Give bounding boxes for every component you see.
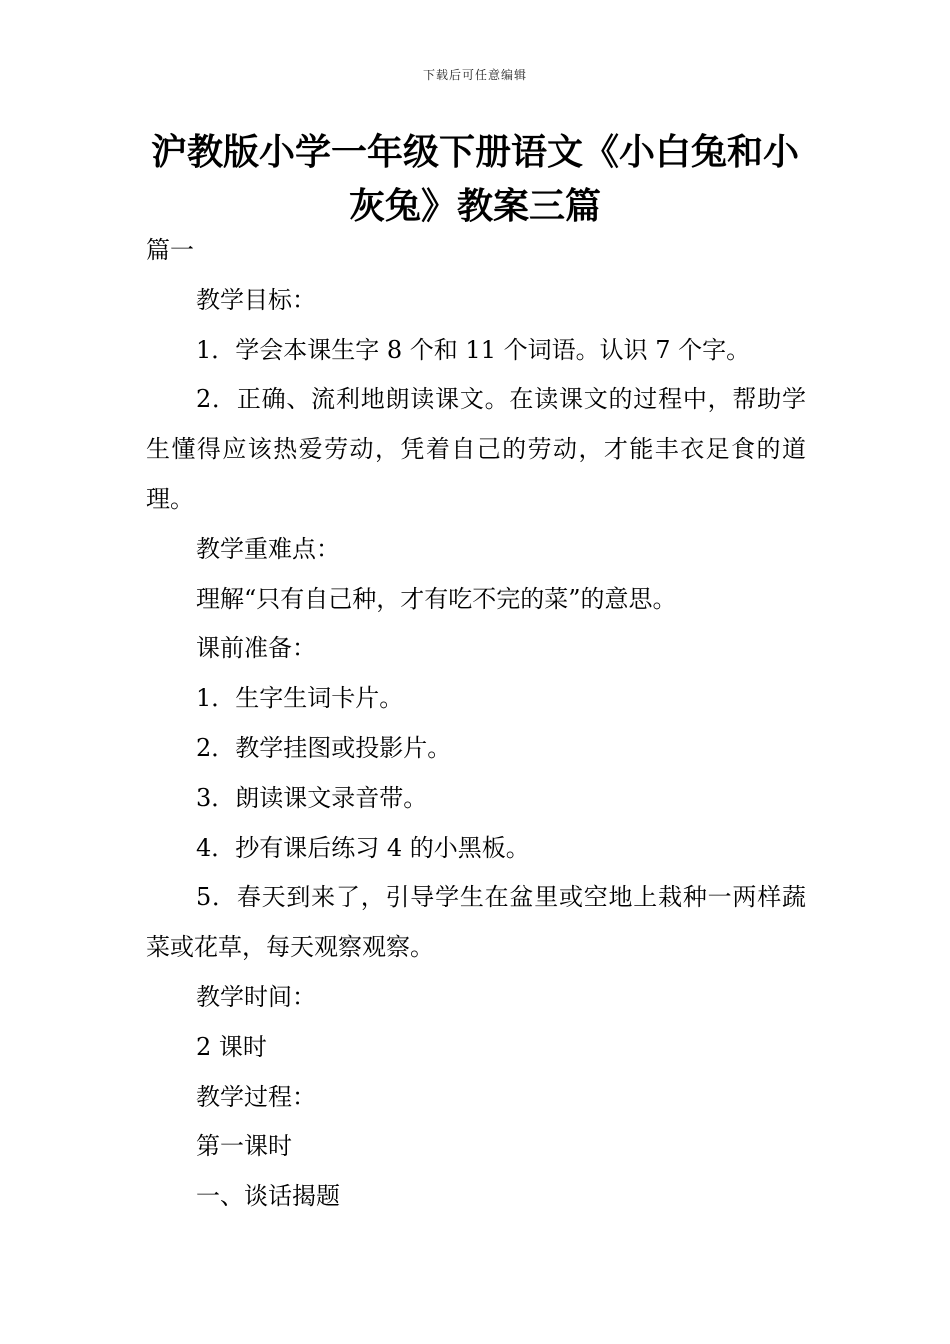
- section-label: 篇一: [146, 236, 194, 264]
- paragraph: 1．生字生词卡片。: [196, 684, 404, 713]
- paragraph: 教学时间：: [196, 982, 316, 1011]
- document-title: 沪教版小学一年级下册语文《小白兔和小灰兔》教案三篇: [150, 132, 799, 227]
- paragraph: 一、谈话揭题: [196, 1182, 340, 1211]
- paragraph: 2．正确、流利地朗读课文。在读课文的过程中，帮助学生懂得应该热爱劳动，凭着自己的劳动，才能丰衣足食的道理。: [146, 385, 806, 513]
- paragraph: 课前准备：: [196, 634, 316, 663]
- paragraph: 2 课时: [196, 1032, 267, 1061]
- paragraph: 2．教学挂图或投影片。: [196, 733, 452, 762]
- paragraph: 3．朗读课文录音带。: [196, 783, 428, 812]
- paragraph: 1．学会本课生字 8 个和 11 个词语。认识 7 个字。: [196, 335, 751, 364]
- paragraph: 教学目标：: [196, 285, 316, 314]
- paragraph: 第一课时: [196, 1132, 292, 1161]
- paragraph: 教学过程：: [196, 1082, 316, 1111]
- paragraph: 教学重难点：: [196, 534, 340, 563]
- header-note: 下载后可任意编辑: [422, 68, 527, 82]
- paragraph: 5．春天到来了，引导学生在盆里或空地上栽种一两样蔬菜或花草，每天观察观察。: [146, 883, 806, 962]
- paragraph: 理解“只有自己种，才有吃不完的菜”的意思。: [196, 584, 677, 613]
- paragraph: 4．抄有课后练习 4 的小黑板。: [196, 833, 530, 862]
- document-body: [146, 226, 806, 1222]
